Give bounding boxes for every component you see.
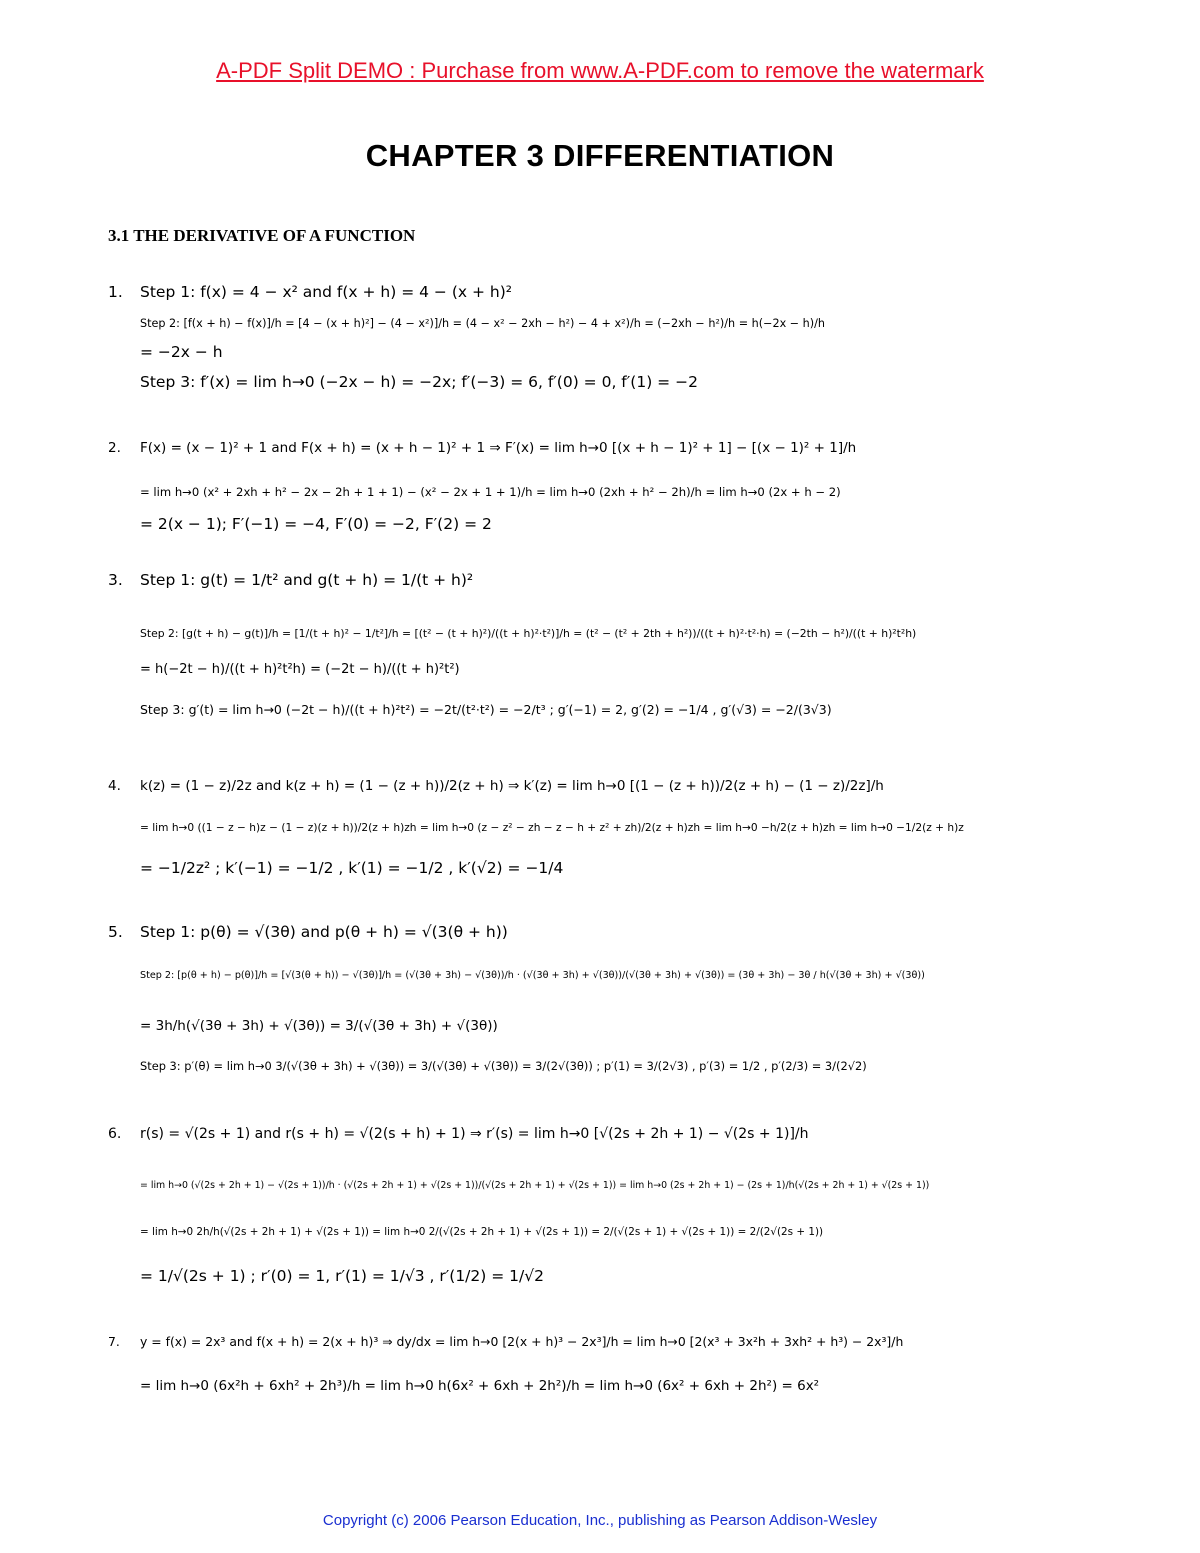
problem-7-line-1: 7. y = f(x) = 2x³ and f(x + h) = 2(x + h)³ ⇒ dy/dx = lim h→0 [2(x + h)³ − 2x³]/h = lim h→0 [2(x³ + 3x²h + 3xh² + h³) − 2x³]/h (108, 1334, 904, 1349)
problem-3-step-3: Step 3: g′(t) = lim h→0 (−2t − h)/((t + h)²t²) = −2t/(t²·t²) = −2/t³ ; g′(−1) = 2, g′(2) = −1/4 , g′(√3) = −2/(3√3) (140, 702, 832, 717)
problem-4-line-3: = −1/2z² ; k′(−1) = −1/2 , k′(1) = −1/2 , k′(√2) = −1/4 (140, 859, 564, 877)
problem-1-step-2-result: = −2x − h (140, 343, 223, 361)
problem-6-line-2: = lim h→0 (√(2s + 2h + 1) − √(2s + 1))/h · (√(2s + 2h + 1) + √(2s + 1))/(√(2s + 2h + 1) + √(2s + 1)) = lim h→0 (2s + 2h + 1) − (2s + 1)/h(√(2s + 2h + 1) + √(2s + 1)) (140, 1180, 930, 1191)
problem-1-step-2: Step 2: [f(x + h) − f(x)]/h = [4 − (x + h)²] − (4 − x²)]/h = (4 − x² − 2xh − h²) − 4 + x²)/h = (−2xh − h²)/h = h(−2x − h)/h (140, 317, 825, 330)
problem-5-step-2-result: = 3h/h(√(3θ + 3h) + √(3θ)) = 3/(√(3θ + 3h) + √(3θ)) (140, 1018, 498, 1034)
problem-6-line-3: = lim h→0 2h/h(√(2s + 2h + 1) + √(2s + 1)) = lim h→0 2/(√(2s + 2h + 1) + √(2s + 1)) = 2/(√(2s + 1) + √(2s + 1)) = 2/(2√(2s + 1)) (140, 1226, 824, 1238)
watermark-link[interactable]: A-PDF Split DEMO : Purchase from www.A-PDF.com to remove the watermark (216, 58, 984, 83)
problem-6-line-4: = 1/√(2s + 1) ; r′(0) = 1, r′(1) = 1/√3 , r′(1/2) = 1/√2 (140, 1267, 544, 1285)
problem-7-line-2: = lim h→0 (6x²h + 6xh² + 2h³)/h = lim h→0 h(6x² + 6xh + 2h²)/h = lim h→0 (6x² + 6xh + 2h²) = 6x² (140, 1378, 820, 1394)
problem-3-step-1: 3. Step 1: g(t) = 1/t² and g(t + h) = 1/(t + h)² (108, 571, 474, 589)
problem-3-step-2: Step 2: [g(t + h) − g(t)]/h = [1/(t + h)² − 1/t²]/h = [(t² − (t + h)²)/((t + h)²·t²)]/h = (t² − (t² + 2th + h²))/((t + h)²·t²·h) = (−2th − h²)/((t + h)²t²h) (140, 627, 917, 640)
problem-1-step-3: Step 3: f′(x) = lim h→0 (−2x − h) = −2x; f′(−3) = 6, f′(0) = 0, f′(1) = −2 (140, 373, 698, 391)
section-title: 3.1 THE DERIVATIVE OF A FUNCTION (108, 226, 416, 245)
problem-3-step-2-result: = h(−2t − h)/((t + h)²t²h) = (−2t − h)/((t + h)²t²) (140, 662, 460, 677)
problem-5-step-2: Step 2: [p(θ + h) − p(θ)]/h = [√(3(θ + h)) − √(3θ)]/h = (√(3θ + 3h) − √(3θ))/h · (√(3θ + 3h) + √(3θ))/(√(3θ + 3h) + √(3θ)) = (3θ + 3h) − 3θ / h(√(3θ + 3h) + √(3θ)) (140, 970, 925, 981)
problem-2-line-1: 2. F(x) = (x − 1)² + 1 and F(x + h) = (x + h − 1)² + 1 ⇒ F′(x) = lim h→0 [(x + h − 1)² + 1] − [(x − 1)² + 1]/h (108, 440, 857, 456)
problem-1-step-1: 1. Step 1: f(x) = 4 − x² and f(x + h) = 4 − (x + h)² (108, 283, 512, 301)
problem-4-line-1: 4. k(z) = (1 − z)/2z and k(z + h) = (1 − (z + h))/2(z + h) ⇒ k′(z) = lim h→0 [(1 − (z + h))/2(z + h) − (1 − z)/2z]/h (108, 778, 884, 794)
problem-2-line-3: = 2(x − 1); F′(−1) = −4, F′(0) = −2, F′(2) = 2 (140, 515, 492, 533)
problem-5-step-1: 5. Step 1: p(θ) = √(3θ) and p(θ + h) = √(3(θ + h)) (108, 923, 508, 941)
problem-6-line-1: 6. r(s) = √(2s + 1) and r(s + h) = √(2(s + h) + 1) ⇒ r′(s) = lim h→0 [√(2s + 2h + 1) − √(2s + 1)]/h (108, 1126, 809, 1142)
problem-2-line-2: = lim h→0 (x² + 2xh + h² − 2x − 2h + 1 + 1) − (x² − 2x + 1 + 1)/h = lim h→0 (2xh + h² − 2h)/h = lim h→0 (2x + h − 2) (140, 485, 841, 499)
problem-5-step-3: Step 3: p′(θ) = lim h→0 3/(√(3θ + 3h) + √(3θ)) = 3/(√(3θ) + √(3θ)) = 3/(2√(3θ)) ; p′(1) = 3/(2√3) , p′(3) = 1/2 , p′(2/3) = 3/(2√2) (140, 1059, 867, 1073)
chapter-title: CHAPTER 3 DIFFERENTIATION (365, 138, 835, 173)
copyright-footer: Copyright (c) 2006 Pearson Education, Inc., publishing as Pearson Addison-Wesley (322, 1512, 878, 1529)
problem-4-line-2: = lim h→0 ((1 − z − h)z − (1 − z)(z + h))/2(z + h)zh = lim h→0 (z − z² − zh − z − h + z² + zh)/2(z + h)zh = lim h→0 −h/2(z + h)zh = lim h→0 −1/2(z + h)z (140, 822, 964, 834)
